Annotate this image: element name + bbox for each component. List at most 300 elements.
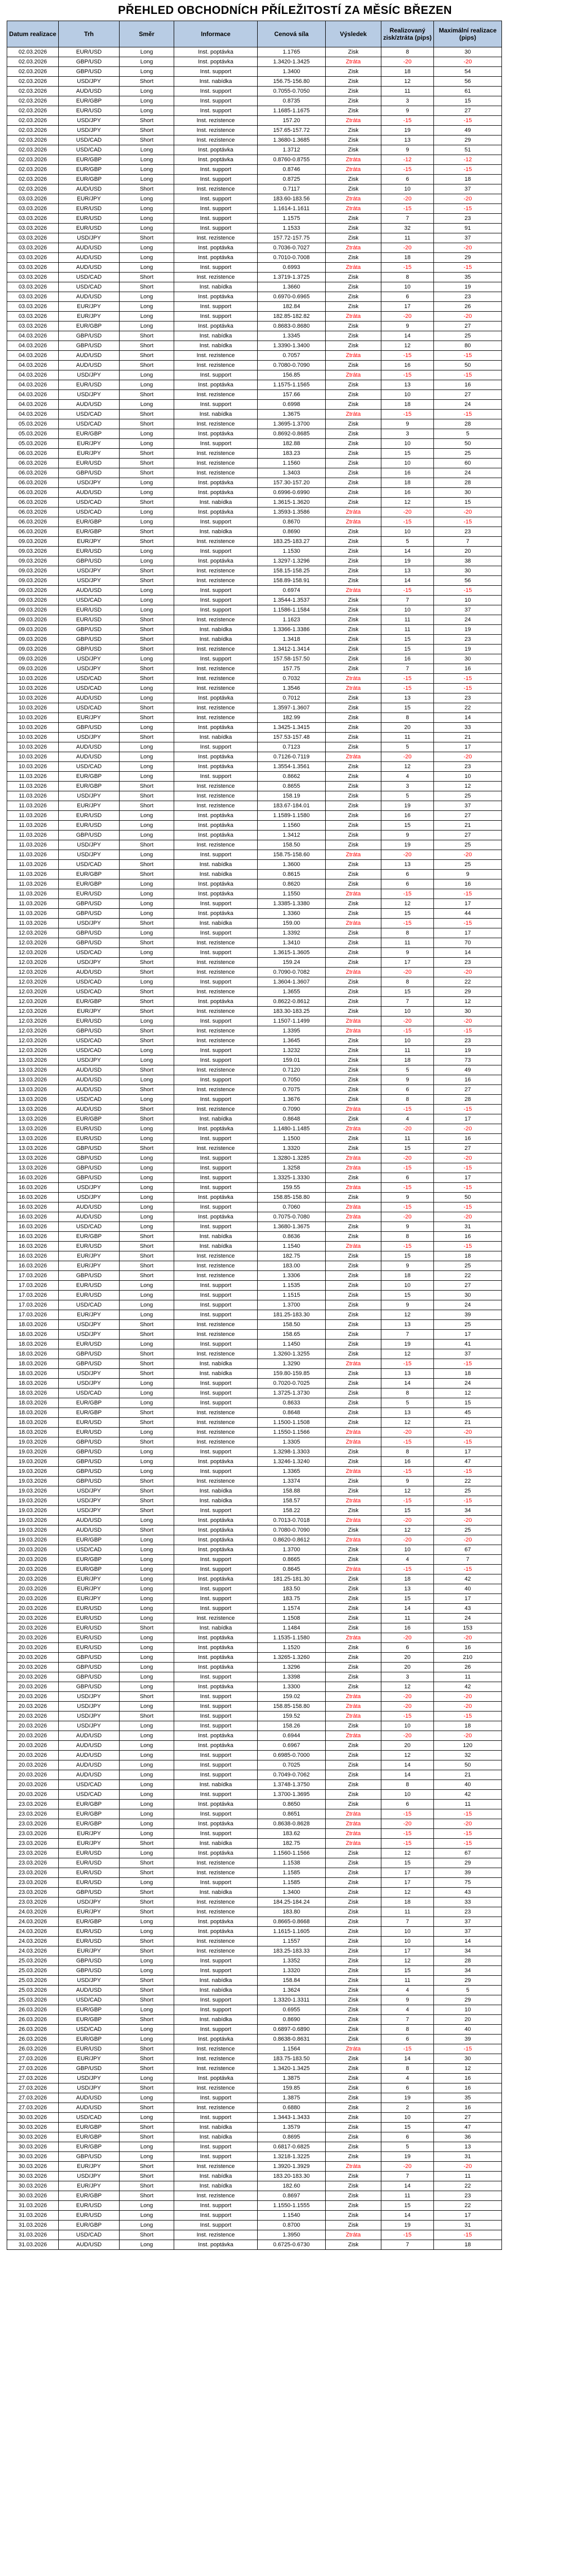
cell-realized-pips: -15: [381, 1467, 434, 1477]
cell-market: EUR/USD: [59, 1633, 120, 1643]
cell-market: USD/CAD: [59, 1388, 120, 1398]
cell-max-pips: -15: [434, 410, 502, 419]
cell-market: EUR/JPY: [59, 302, 120, 312]
cell-max-pips: 18: [434, 1721, 502, 1731]
cell-max-pips: 37: [434, 1917, 502, 1927]
table-row: [7, 498, 502, 507]
cell-date: 10.03.2026: [7, 713, 59, 723]
cell-date: 02.03.2026: [7, 126, 59, 135]
cell-realized-pips: 12: [381, 1418, 434, 1428]
cell-info: Inst. nabídka: [174, 1839, 258, 1849]
cell-info: Inst. poptávka: [174, 155, 258, 165]
cell-price: 0.8662: [258, 772, 326, 782]
cell-market: EUR/USD: [59, 380, 120, 390]
cell-max-pips: 47: [434, 2123, 502, 2132]
cell-max-pips: -20: [434, 752, 502, 762]
cell-max-pips: -15: [434, 1359, 502, 1369]
cell-realized-pips: 10: [381, 1281, 434, 1291]
cell-realized-pips: 17: [381, 958, 434, 968]
cell-direction: Short: [120, 791, 174, 801]
cell-realized-pips: 5: [381, 791, 434, 801]
cell-info: Inst. rezistence: [174, 1477, 258, 1486]
cell-market: GBP/USD: [59, 2152, 120, 2162]
cell-max-pips: 24: [434, 400, 502, 410]
cell-direction: Long: [120, 175, 174, 184]
cell-date: 23.03.2026: [7, 1868, 59, 1878]
cell-price: 1.3660: [258, 282, 326, 292]
cell-price: 1.1507-1.1499: [258, 1016, 326, 1026]
cell-direction: Short: [120, 938, 174, 948]
cell-market: EUR/JPY: [59, 194, 120, 204]
cell-result: Ztráta: [326, 1242, 381, 1251]
cell-market: USD/CAD: [59, 2113, 120, 2123]
cell-info: Inst. rezistence: [174, 1418, 258, 1428]
cell-date: 19.03.2026: [7, 1516, 59, 1526]
cell-price: 1.3624: [258, 1986, 326, 1995]
cell-price: 0.8648: [258, 1408, 326, 1418]
cell-max-pips: 16: [434, 1232, 502, 1242]
cell-direction: Long: [120, 1075, 174, 1085]
cell-direction: Long: [120, 57, 174, 67]
table-row: [7, 77, 502, 87]
cell-max-pips: 19: [434, 282, 502, 292]
cell-market: EUR/JPY: [59, 1007, 120, 1016]
cell-date: 20.03.2026: [7, 1545, 59, 1555]
table-row: [7, 2083, 502, 2093]
cell-date: 13.03.2026: [7, 1114, 59, 1124]
cell-max-pips: 23: [434, 693, 502, 703]
cell-price: 159.55: [258, 1183, 326, 1193]
cell-date: 20.03.2026: [7, 1760, 59, 1770]
cell-direction: Short: [120, 2103, 174, 2113]
table-row: [7, 801, 502, 811]
cell-max-pips: -15: [434, 919, 502, 928]
cell-info: Inst. nabídka: [174, 2132, 258, 2142]
cell-date: 25.03.2026: [7, 1966, 59, 1976]
cell-realized-pips: 18: [381, 1574, 434, 1584]
cell-max-pips: -15: [434, 1839, 502, 1849]
table-row: [7, 2181, 502, 2191]
cell-date: 23.03.2026: [7, 1809, 59, 1819]
cell-price: 1.1535: [258, 1281, 326, 1291]
cell-market: USD/CAD: [59, 1545, 120, 1555]
cell-info: Inst. rezistence: [174, 1897, 258, 1907]
cell-date: 02.03.2026: [7, 175, 59, 184]
cell-direction: Long: [120, 1183, 174, 1193]
cell-max-pips: 18: [434, 175, 502, 184]
cell-result: Ztráta: [326, 116, 381, 126]
cell-result: Zisk: [326, 537, 381, 547]
cell-realized-pips: 15: [381, 645, 434, 654]
cell-realized-pips: 3: [381, 96, 434, 106]
cell-result: Zisk: [326, 1486, 381, 1496]
cell-info: Inst. rezistence: [174, 1105, 258, 1114]
cell-realized-pips: 15: [381, 987, 434, 997]
cell-date: 25.03.2026: [7, 1956, 59, 1966]
cell-date: 09.03.2026: [7, 537, 59, 547]
cell-realized-pips: 15: [381, 1144, 434, 1154]
cell-price: 1.3280-1.3285: [258, 1154, 326, 1163]
cell-direction: Long: [120, 1545, 174, 1555]
table-row: [7, 263, 502, 273]
cell-max-pips: 27: [434, 1281, 502, 1291]
cell-direction: Short: [120, 390, 174, 400]
cell-max-pips: 51: [434, 145, 502, 155]
cell-realized-pips: -15: [381, 351, 434, 361]
cell-result: Zisk: [326, 1144, 381, 1154]
table-row: [7, 1477, 502, 1486]
cell-price: 158.15-158.25: [258, 566, 326, 576]
cell-price: 1.3579: [258, 2123, 326, 2132]
cell-info: Inst. poptávka: [174, 889, 258, 899]
table-row: [7, 1310, 502, 1320]
cell-market: GBP/USD: [59, 1663, 120, 1672]
cell-max-pips: -20: [434, 57, 502, 67]
table-row: [7, 390, 502, 400]
cell-direction: Long: [120, 1222, 174, 1232]
cell-market: EUR/USD: [59, 821, 120, 831]
cell-max-pips: 23: [434, 2191, 502, 2201]
cell-date: 06.03.2026: [7, 478, 59, 488]
cell-market: GBP/USD: [59, 1437, 120, 1447]
cell-market: EUR/JPY: [59, 1907, 120, 1917]
cell-market: GBP/USD: [59, 57, 120, 67]
table-row: [7, 2093, 502, 2103]
cell-info: Inst. rezistence: [174, 1251, 258, 1261]
table-row: [7, 204, 502, 214]
cell-result: Zisk: [326, 1457, 381, 1467]
cell-info: Inst. nabídka: [174, 860, 258, 870]
cell-date: 04.03.2026: [7, 331, 59, 341]
cell-realized-pips: -20: [381, 507, 434, 517]
cell-price: 1.1540: [258, 1242, 326, 1251]
cell-date: 09.03.2026: [7, 596, 59, 605]
cell-info: Inst. support: [174, 772, 258, 782]
cell-direction: Short: [120, 674, 174, 684]
cell-price: 1.3645: [258, 1036, 326, 1046]
cell-direction: Short: [120, 410, 174, 419]
cell-info: Inst. rezistence: [174, 1907, 258, 1917]
cell-date: 06.03.2026: [7, 488, 59, 498]
cell-price: 0.7055-0.7050: [258, 87, 326, 96]
cell-price: 1.3604-1.3607: [258, 977, 326, 987]
cell-info: Inst. nabídka: [174, 1888, 258, 1897]
cell-direction: Short: [120, 273, 174, 282]
cell-info: Inst. rezistence: [174, 791, 258, 801]
cell-price: 0.8620-0.8612: [258, 1535, 326, 1545]
cell-result: Ztráta: [326, 1692, 381, 1702]
cell-direction: Long: [120, 507, 174, 517]
cell-market: USD/CAD: [59, 419, 120, 429]
cell-direction: Long: [120, 1878, 174, 1888]
cell-date: 04.03.2026: [7, 351, 59, 361]
cell-realized-pips: 14: [381, 1604, 434, 1614]
cell-realized-pips: 6: [381, 292, 434, 302]
cell-result: Ztráta: [326, 1839, 381, 1849]
cell-date: 02.03.2026: [7, 87, 59, 96]
table-row: [7, 703, 502, 713]
header-date: Datum realizace: [7, 21, 59, 47]
cell-market: USD/CAD: [59, 507, 120, 517]
cell-max-pips: 24: [434, 1379, 502, 1388]
cell-direction: Long: [120, 1134, 174, 1144]
cell-max-pips: -15: [434, 684, 502, 693]
cell-date: 18.03.2026: [7, 1359, 59, 1369]
cell-market: USD/CAD: [59, 2230, 120, 2240]
cell-info: Inst. support: [174, 204, 258, 214]
cell-max-pips: 73: [434, 1056, 502, 1065]
cell-price: 183.30-183.25: [258, 1007, 326, 1016]
cell-result: Zisk: [326, 723, 381, 733]
table-row: [7, 1917, 502, 1927]
table-row: [7, 1653, 502, 1663]
table-row: [7, 370, 502, 380]
cell-price: 1.1623: [258, 615, 326, 625]
cell-realized-pips: 13: [381, 1584, 434, 1594]
cell-result: Zisk: [326, 801, 381, 811]
cell-price: 1.3352: [258, 1956, 326, 1966]
cell-direction: Long: [120, 879, 174, 889]
cell-result: Zisk: [326, 2005, 381, 2015]
cell-date: 23.03.2026: [7, 1800, 59, 1809]
cell-price: 1.3675: [258, 410, 326, 419]
table-row: [7, 1819, 502, 1829]
cell-realized-pips: 15: [381, 1594, 434, 1604]
cell-max-pips: 12: [434, 782, 502, 791]
cell-price: 0.8690: [258, 2015, 326, 2025]
cell-price: 1.3920-1.3929: [258, 2162, 326, 2172]
cell-market: USD/CAD: [59, 1780, 120, 1790]
cell-date: 18.03.2026: [7, 1340, 59, 1349]
table-row: [7, 596, 502, 605]
cell-price: 158.85-158.80: [258, 1193, 326, 1202]
cell-price: 1.3320-1.3311: [258, 1995, 326, 2005]
cell-realized-pips: -15: [381, 204, 434, 214]
cell-price: 1.1564: [258, 2044, 326, 2054]
cell-max-pips: -20: [434, 850, 502, 860]
cell-market: USD/JPY: [59, 116, 120, 126]
cell-direction: Long: [120, 87, 174, 96]
cell-direction: Long: [120, 106, 174, 116]
cell-direction: Long: [120, 1672, 174, 1682]
cell-max-pips: 27: [434, 2113, 502, 2123]
cell-realized-pips: 6: [381, 1085, 434, 1095]
cell-realized-pips: -20: [381, 1124, 434, 1134]
cell-realized-pips: -15: [381, 1242, 434, 1251]
cell-date: 17.03.2026: [7, 1291, 59, 1300]
cell-max-pips: 23: [434, 527, 502, 537]
cell-direction: Short: [120, 1868, 174, 1878]
cell-info: Inst. support: [174, 547, 258, 556]
cell-realized-pips: -15: [381, 1711, 434, 1721]
cell-result: Zisk: [326, 2201, 381, 2211]
cell-market: USD/CAD: [59, 273, 120, 282]
cell-result: Zisk: [326, 1271, 381, 1281]
cell-max-pips: -20: [434, 243, 502, 253]
cell-max-pips: -15: [434, 1437, 502, 1447]
cell-date: 09.03.2026: [7, 566, 59, 576]
table-header-row: [7, 21, 502, 47]
cell-result: Ztráta: [326, 1711, 381, 1721]
cell-direction: Long: [120, 1721, 174, 1731]
cell-max-pips: 5: [434, 429, 502, 439]
cell-date: 18.03.2026: [7, 1398, 59, 1408]
cell-result: Zisk: [326, 1721, 381, 1731]
cell-price: 1.3546: [258, 684, 326, 693]
cell-price: 0.6880: [258, 2103, 326, 2113]
cell-info: Inst. nabídka: [174, 1623, 258, 1633]
cell-price: 1.1614-1.1611: [258, 204, 326, 214]
cell-result: Zisk: [326, 2240, 381, 2250]
cell-realized-pips: 6: [381, 870, 434, 879]
cell-info: Inst. rezistence: [174, 361, 258, 370]
cell-result: Zisk: [326, 214, 381, 224]
table-row: [7, 1437, 502, 1447]
cell-max-pips: 21: [434, 733, 502, 742]
cell-realized-pips: -20: [381, 1535, 434, 1545]
cell-market: USD/CAD: [59, 498, 120, 507]
table-row: [7, 870, 502, 879]
cell-market: EUR/USD: [59, 2201, 120, 2211]
cell-result: Zisk: [326, 1741, 381, 1751]
cell-direction: Short: [120, 1897, 174, 1907]
cell-info: Inst. rezistence: [174, 2054, 258, 2064]
cell-max-pips: 10: [434, 596, 502, 605]
table-row: [7, 331, 502, 341]
table-row: [7, 693, 502, 703]
cell-direction: Long: [120, 899, 174, 909]
cell-realized-pips: 15: [381, 909, 434, 919]
table-row: [7, 2035, 502, 2044]
cell-realized-pips: -20: [381, 1016, 434, 1026]
cell-realized-pips: 10: [381, 390, 434, 400]
cell-price: 1.3600: [258, 860, 326, 870]
cell-direction: Short: [120, 1711, 174, 1721]
cell-result: Zisk: [326, 1653, 381, 1663]
table-row: [7, 1956, 502, 1966]
cell-realized-pips: 7: [381, 1917, 434, 1927]
cell-realized-pips: -20: [381, 850, 434, 860]
cell-result: Zisk: [326, 1388, 381, 1398]
cell-result: Zisk: [326, 556, 381, 566]
table-row: [7, 1251, 502, 1261]
cell-result: Zisk: [326, 1114, 381, 1124]
cell-date: 16.03.2026: [7, 1183, 59, 1193]
cell-max-pips: -15: [434, 2044, 502, 2054]
cell-direction: Short: [120, 576, 174, 586]
cell-price: 1.3345: [258, 331, 326, 341]
cell-date: 18.03.2026: [7, 1349, 59, 1359]
cell-result: Zisk: [326, 331, 381, 341]
cell-price: 1.1550: [258, 889, 326, 899]
cell-price: 1.1530: [258, 547, 326, 556]
cell-result: Ztráta: [326, 370, 381, 380]
cell-date: 02.03.2026: [7, 47, 59, 57]
cell-date: 06.03.2026: [7, 498, 59, 507]
cell-price: 156.75-156.80: [258, 77, 326, 87]
cell-max-pips: -15: [434, 1163, 502, 1173]
cell-date: 12.03.2026: [7, 1016, 59, 1026]
cell-market: EUR/GBP: [59, 96, 120, 106]
cell-price: 1.1533: [258, 224, 326, 233]
cell-result: Ztráta: [326, 243, 381, 253]
cell-date: 31.03.2026: [7, 2230, 59, 2240]
table-row: [7, 449, 502, 459]
cell-result: Zisk: [326, 273, 381, 282]
cell-date: 17.03.2026: [7, 1281, 59, 1291]
cell-max-pips: 67: [434, 1849, 502, 1858]
cell-info: Inst. rezistence: [174, 2230, 258, 2240]
cell-realized-pips: 8: [381, 1447, 434, 1457]
cell-max-pips: 15: [434, 498, 502, 507]
cell-info: Inst. rezistence: [174, 419, 258, 429]
cell-result: Zisk: [326, 831, 381, 840]
cell-max-pips: 27: [434, 831, 502, 840]
cell-date: 18.03.2026: [7, 1369, 59, 1379]
cell-result: Ztráta: [326, 1516, 381, 1526]
cell-realized-pips: 12: [381, 1956, 434, 1966]
cell-result: Zisk: [326, 106, 381, 116]
cell-result: Ztráta: [326, 410, 381, 419]
cell-market: AUD/USD: [59, 742, 120, 752]
cell-date: 20.03.2026: [7, 1643, 59, 1653]
cell-date: 16.03.2026: [7, 1212, 59, 1222]
cell-price: 0.6993: [258, 263, 326, 273]
cell-date: 02.03.2026: [7, 77, 59, 87]
cell-market: USD/JPY: [59, 664, 120, 674]
cell-info: Inst. support: [174, 586, 258, 596]
cell-price: 1.3300: [258, 1682, 326, 1692]
cell-date: 11.03.2026: [7, 860, 59, 870]
cell-realized-pips: -15: [381, 116, 434, 126]
cell-max-pips: 25: [434, 331, 502, 341]
cell-realized-pips: 12: [381, 341, 434, 351]
cell-result: Zisk: [326, 380, 381, 390]
cell-market: GBP/USD: [59, 1966, 120, 1976]
cell-realized-pips: 5: [381, 742, 434, 752]
cell-info: Inst. poptávka: [174, 488, 258, 498]
cell-result: Zisk: [326, 449, 381, 459]
cell-info: Inst. nabídka: [174, 282, 258, 292]
cell-result: Ztráta: [326, 263, 381, 273]
cell-date: 23.03.2026: [7, 1878, 59, 1888]
cell-date: 30.03.2026: [7, 2152, 59, 2162]
cell-date: 16.03.2026: [7, 1232, 59, 1242]
cell-market: EUR/USD: [59, 1428, 120, 1437]
table-row: [7, 1398, 502, 1408]
cell-market: AUD/USD: [59, 2240, 120, 2250]
cell-max-pips: 17: [434, 1594, 502, 1604]
cell-direction: Long: [120, 1731, 174, 1741]
cell-result: Zisk: [326, 2103, 381, 2113]
cell-direction: Long: [120, 1741, 174, 1751]
cell-direction: Long: [120, 1682, 174, 1692]
cell-price: 158.19: [258, 791, 326, 801]
cell-result: Zisk: [326, 1173, 381, 1183]
cell-info: Inst. poptávka: [174, 752, 258, 762]
cell-realized-pips: 8: [381, 2064, 434, 2074]
cell-direction: Short: [120, 331, 174, 341]
cell-date: 12.03.2026: [7, 968, 59, 977]
cell-realized-pips: -15: [381, 889, 434, 899]
cell-realized-pips: 11: [381, 615, 434, 625]
cell-info: Inst. rezistence: [174, 1408, 258, 1418]
cell-max-pips: 30: [434, 47, 502, 57]
cell-date: 12.03.2026: [7, 948, 59, 958]
cell-realized-pips: 14: [381, 1760, 434, 1770]
cell-realized-pips: 9: [381, 321, 434, 331]
cell-realized-pips: 10: [381, 527, 434, 537]
